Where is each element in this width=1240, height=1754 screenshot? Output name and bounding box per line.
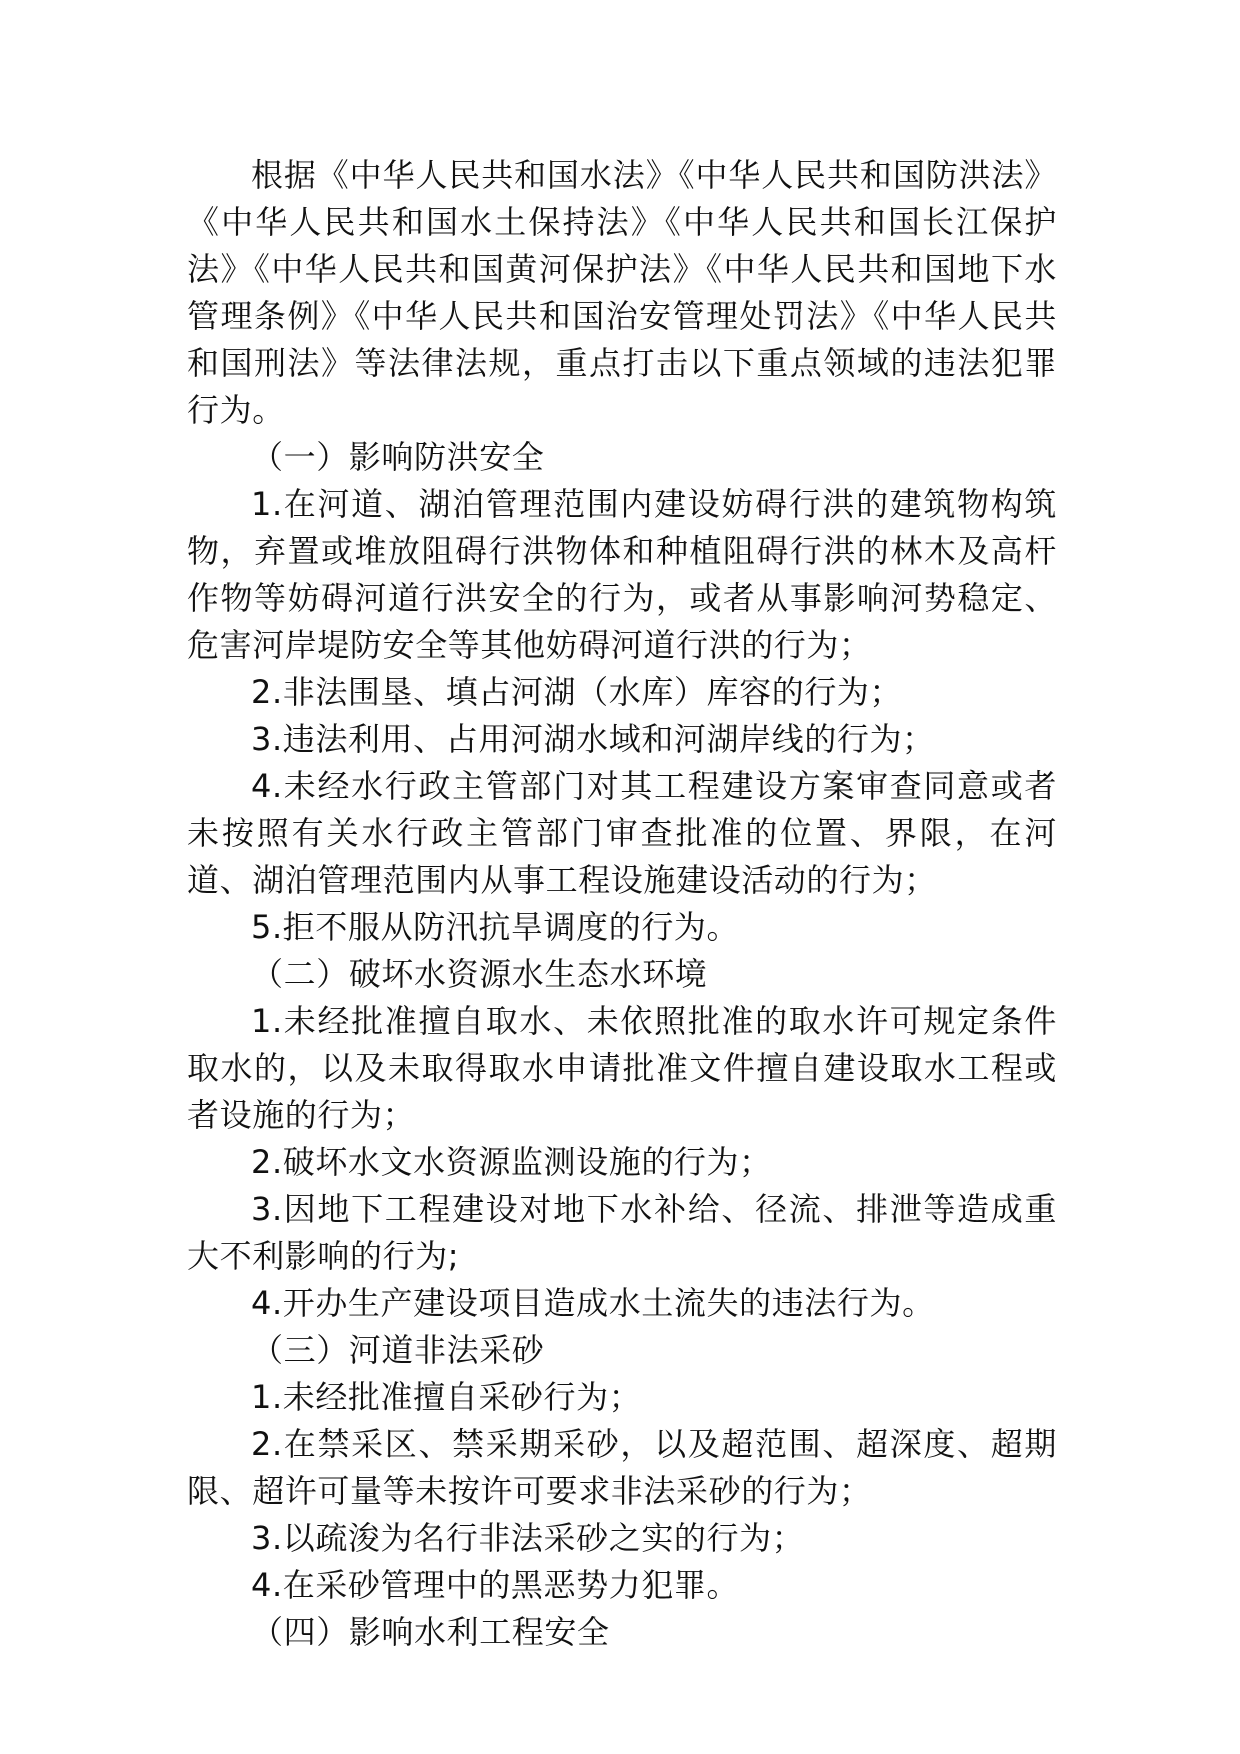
- section-heading-3: （三）河道非法采砂: [251, 1331, 545, 1369]
- section-3-item-1: 1.未经批准擅自采砂行为；: [251, 1378, 642, 1416]
- section-3-item-3: 3.以疏浚为名行非法采砂之实的行为；: [251, 1519, 805, 1557]
- section-2-item-2: 2.破坏水文水资源监测设施的行为；: [251, 1143, 772, 1181]
- section-heading-4: （四）影响水利工程安全: [251, 1613, 610, 1651]
- section-heading-2: （二）破坏水资源水生态水环境: [251, 955, 708, 993]
- section-2-item-4: 4.开办生产建设项目造成水土流失的违法行为。: [251, 1284, 935, 1322]
- section-2-item-3: 3.因地下工程建设对地下水补给、径流、排泄等造成重大不利影响的行为;: [187, 1190, 1057, 1275]
- section-3-item-2: 2.在禁采区、禁采期采砂，以及超范围、超深度、超期限、超许可量等未按许可要求非法采砂的行为；: [187, 1425, 1057, 1510]
- section-2-item-1: 1.未经批准擅自取水、未依照批准的取水许可规定条件取水的，以及未取得取水申请批准文件擅自建设取水工程或者设施的行为；: [187, 1002, 1057, 1134]
- section-heading-1: （一）影响防洪安全: [251, 438, 545, 476]
- section-1-item-1: 1.在河道、湖泊管理范围内建设妨碍行洪的建筑物构筑物，弃置或堆放阻碍行洪物体和种植阻碍行洪的林木及高杆作物等妨碍河道行洪安全的行为，或者从事影响河势稳定、危害河岸堤防安全等其他妨碍河道行洪的行为；: [187, 485, 1057, 664]
- section-1-item-2: 2.非法围垦、填占河湖（水库）库容的行为；: [251, 673, 903, 711]
- document-body: [187, 152, 1057, 1656]
- section-1-item-5: 5.拒不服从防汛抗旱调度的行为。: [251, 908, 740, 946]
- section-3-item-4: 4.在采砂管理中的黑恶势力犯罪。: [251, 1566, 740, 1604]
- section-1-item-3: 3.违法利用、占用河湖水域和河湖岸线的行为；: [251, 720, 935, 758]
- intro-paragraph: 根据《中华人民共和国水法》《中华人民共和国防洪法》《中华人民共和国水土保持法》《中华人民共和国长江保护法》《中华人民共和国黄河保护法》《中华人民共和国地下水管理条例》《中华人民共和国治安管理处罚法》《中华人民共和国刑法》等法律法规，重点打击以下重点领域的违法犯罪行为。: [187, 156, 1057, 429]
- section-1-item-4: 4.未经水行政主管部门对其工程建设方案审查同意或者未按照有关水行政主管部门审查批准的位置、界限，在河道、湖泊管理范围内从事工程设施建设活动的行为；: [187, 767, 1057, 899]
